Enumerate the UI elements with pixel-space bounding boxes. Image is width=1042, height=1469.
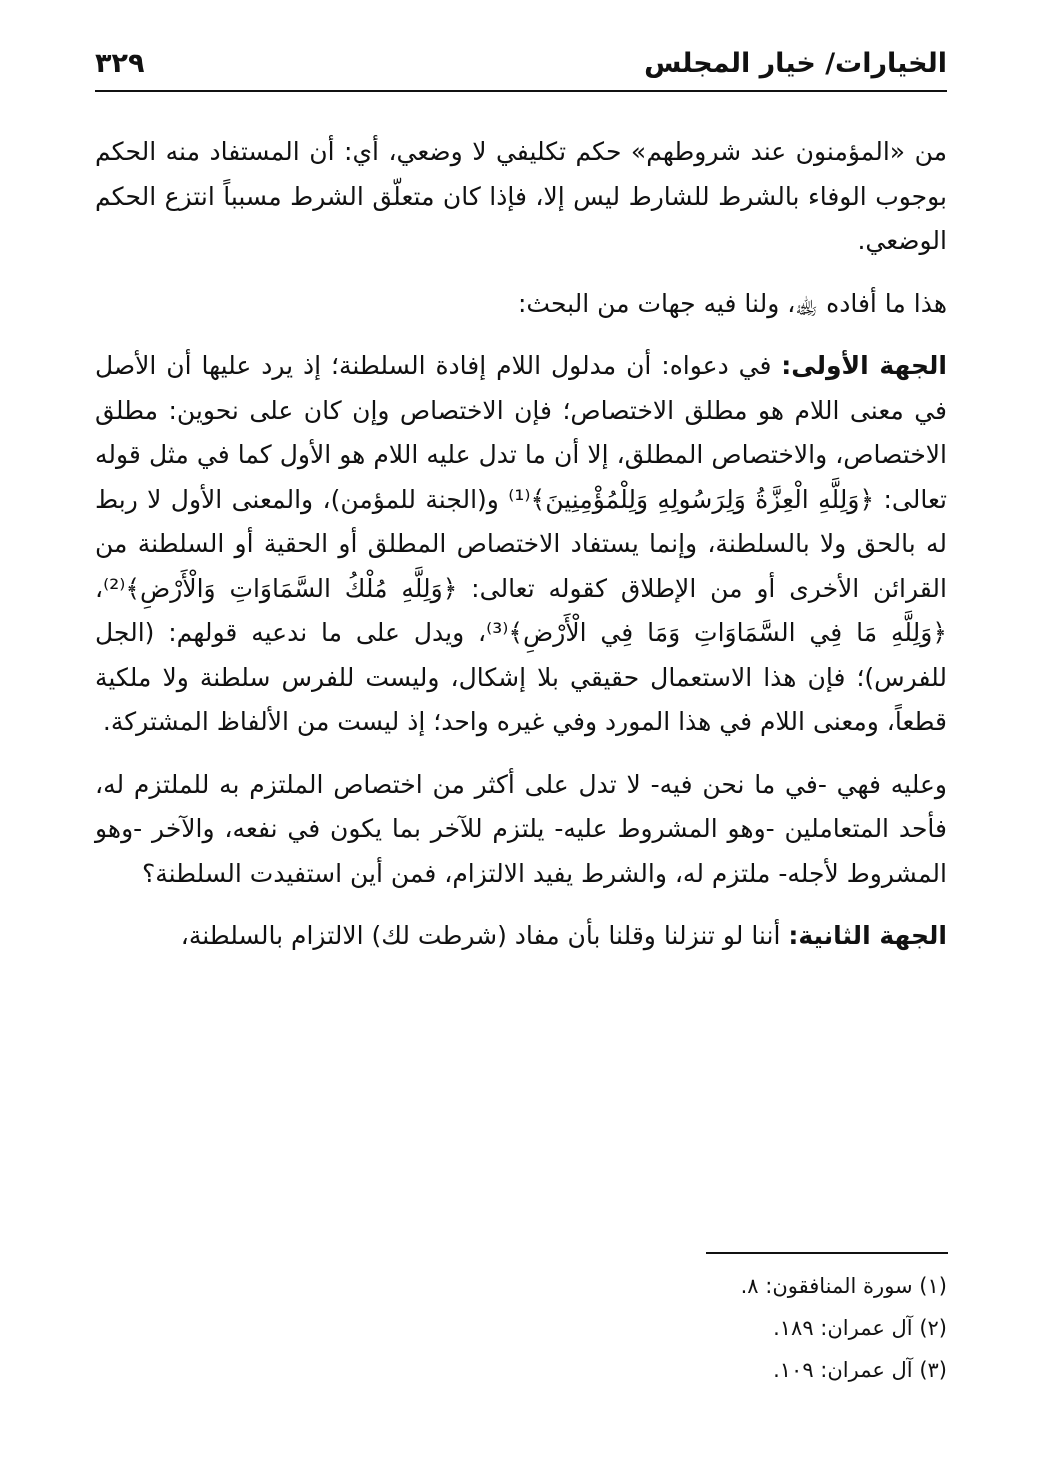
footnotes	[447, 1265, 947, 1391]
footnote-3: (٣) آل عمران: ١٠٩.	[773, 1358, 947, 1382]
page-number: ٣٢٩	[95, 48, 145, 79]
paragraph-3-text: في دعواه: أن مدلول اللام إفادة السلطنة؛ إذ يرد عليها أن الأصل في معنى اللام هو مطلق الاختصاص؛ فإن الاختصاص وإن كان على نحوين: مطلق الاختصاص، والاختصاص المطلق، إلا أن ما تدل عليه اللام هو الأول كما في مثل قوله تعالى: ﴿وَلِلَّهِ الْعِزَّةُ وَلِرَسُولِهِ وَلِلْمُؤْمِنِينَ﴾⁽¹⁾ و(الجنة للمؤمن)، والمعنى الأول لا ربط له بالحق ولا بالسلطنة، وإنما يستفاد الاختصاص المطلق أو الحقية أو السلطنة من القرائن الأخرى أو من الإطلاق كقوله تعالى: ﴿وَلِلَّهِ مُلْكُ السَّمَاوَاتِ وَالْأَرْضِ﴾⁽²⁾، ﴿وَلِلَّهِ مَا فِي السَّمَاوَاتِ وَمَا فِي الْأَرْضِ﴾⁽³⁾، ويدل على ما ندعيه قولهم: (الجل للفرس)؛ فإن هذا الاستعمال حقيقي بلا إشكال، وليست للفرس سلطنة ولا ملكية قطعاً، ومعنى اللام في هذا المورد وفي غيره واحد؛ إذ ليست من الألفاظ المشتركة.	[95, 351, 947, 736]
footnote-1: (١) سورة المنافقون: ٨.	[740, 1274, 947, 1298]
paragraph-1-text: من «المؤمنون عند شروطهم» حكم تكليفي لا وضعي، أي: أن المستفاد منه الحكم بوجوب الوفاء بالشرط للشارط ليس إلا، فإذا كان متعلّق الشرط مسبباً انتزع الحكم الوضعي.	[95, 137, 947, 255]
paragraph-3	[95, 344, 947, 745]
paragraph-1	[95, 130, 947, 264]
paragraph-5-text: أننا لو تنزلنا وقلنا بأن مفاد (شرطت لك) الالتزام بالسلطنة،	[180, 921, 789, 950]
header-rule	[95, 90, 947, 92]
paragraph-5	[95, 914, 947, 959]
running-title: الخيارات/ خيار المجلس	[644, 48, 947, 79]
footnote-2: (٢) آل عمران: ١٨٩.	[773, 1316, 947, 1340]
running-header	[95, 40, 947, 90]
section-heading-second-aspect: الجهة الثانية:	[788, 921, 947, 950]
paragraph-4-text: وعليه فهي -في ما نحن فيه- لا تدل على أكثر من اختصاص الملتزم به للملتزم له، فأحد المتعاملين -وهو المشروط عليه- يلتزم للآخر بما يكون في نفعه، والآخر -وهو المشروط لأجله- ملتزم له، والشرط يفيد الالتزام، فمن أين استفيدت السلطنة؟	[95, 769, 947, 888]
paragraph-4	[95, 763, 947, 897]
paragraph-2	[95, 282, 947, 327]
section-heading-first-aspect: الجهة الأولى:	[781, 351, 947, 380]
body-text	[95, 130, 947, 977]
footnote-rule	[706, 1252, 948, 1254]
paragraph-2-text: هذا ما أفاده ﵀، ولنا فيه جهات من البحث:	[517, 288, 947, 318]
